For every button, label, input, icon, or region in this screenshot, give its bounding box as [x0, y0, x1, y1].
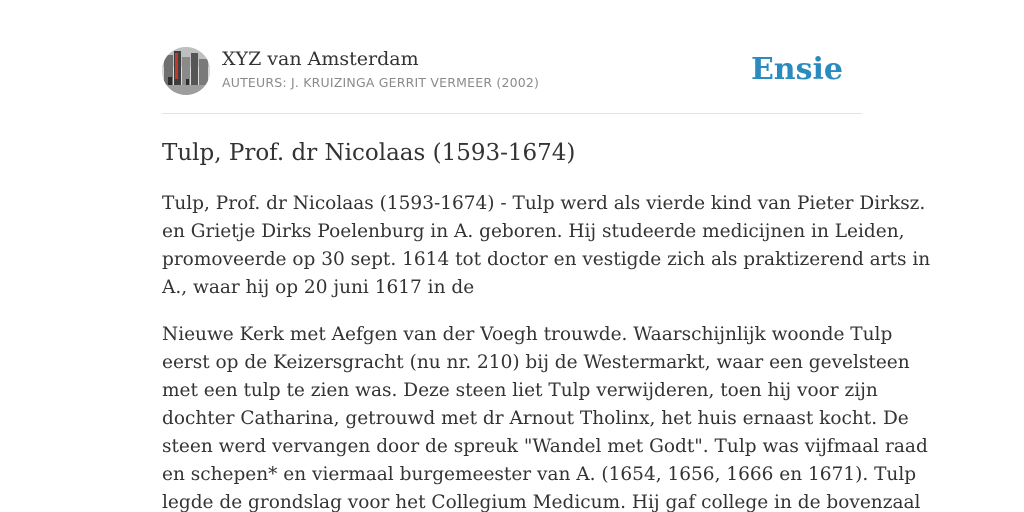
text-line: en Grietje Dirks Poelenburg in A. geboren. Hij studeerde medicijnen in Leiden,	[162, 221, 905, 242]
text-line: dochter Catharina, getrouwd met dr Arnout Tholinx, het huis ernaast kocht. De	[162, 408, 909, 429]
article-paragraph	[162, 190, 931, 302]
text-line: steen werd vervangen door de spreuk "Wandel met Godt". Tulp was vijfmaal raad	[162, 436, 928, 457]
source-avatar[interactable]	[162, 47, 210, 95]
text-line: Tulp, Prof. dr Nicolaas (1593-1674) - Tulp werd als vierde kind van Pieter Dirksz.	[162, 193, 926, 214]
article-body	[162, 190, 931, 512]
article-title: Tulp, Prof. dr Nicolaas (1593-1674)	[162, 140, 576, 166]
ensie-logo[interactable]: Ensie	[750, 52, 843, 87]
header-divider	[162, 113, 862, 114]
text-line: eerst op de Keizersgracht (nu nr. 210) bij de Westermarkt, waar een gevelsteen	[162, 352, 910, 373]
article-paragraph	[162, 321, 928, 512]
text-line: promoveerde op 30 sept. 1614 tot doctor en vestigde zich als praktizerend arts in	[162, 249, 931, 270]
source-title[interactable]: XYZ van Amsterdam	[222, 48, 419, 70]
text-line: met een tulp te zien was. Deze steen liet Tulp verwijderen, toen hij voor zijn	[162, 380, 878, 401]
avatar-photo-icon	[162, 47, 210, 95]
text-line: legde de grondslag voor het Collegium Medicum. Hij gaf college in de bovenzaal	[162, 492, 921, 512]
text-line: Nieuwe Kerk met Aefgen van der Voegh trouwde. Waarschijnlijk woonde Tulp	[162, 324, 893, 345]
source-authors: AUTEURS: J. KRUIZINGA GERRIT VERMEER (2002)	[222, 75, 540, 90]
text-line: en schepen* en viermaal burgemeester van A. (1654, 1656, 1666 en 1671). Tulp	[162, 464, 917, 485]
source-header	[162, 47, 862, 95]
text-line: A., waar hij op 20 juni 1617 in de	[162, 277, 475, 298]
